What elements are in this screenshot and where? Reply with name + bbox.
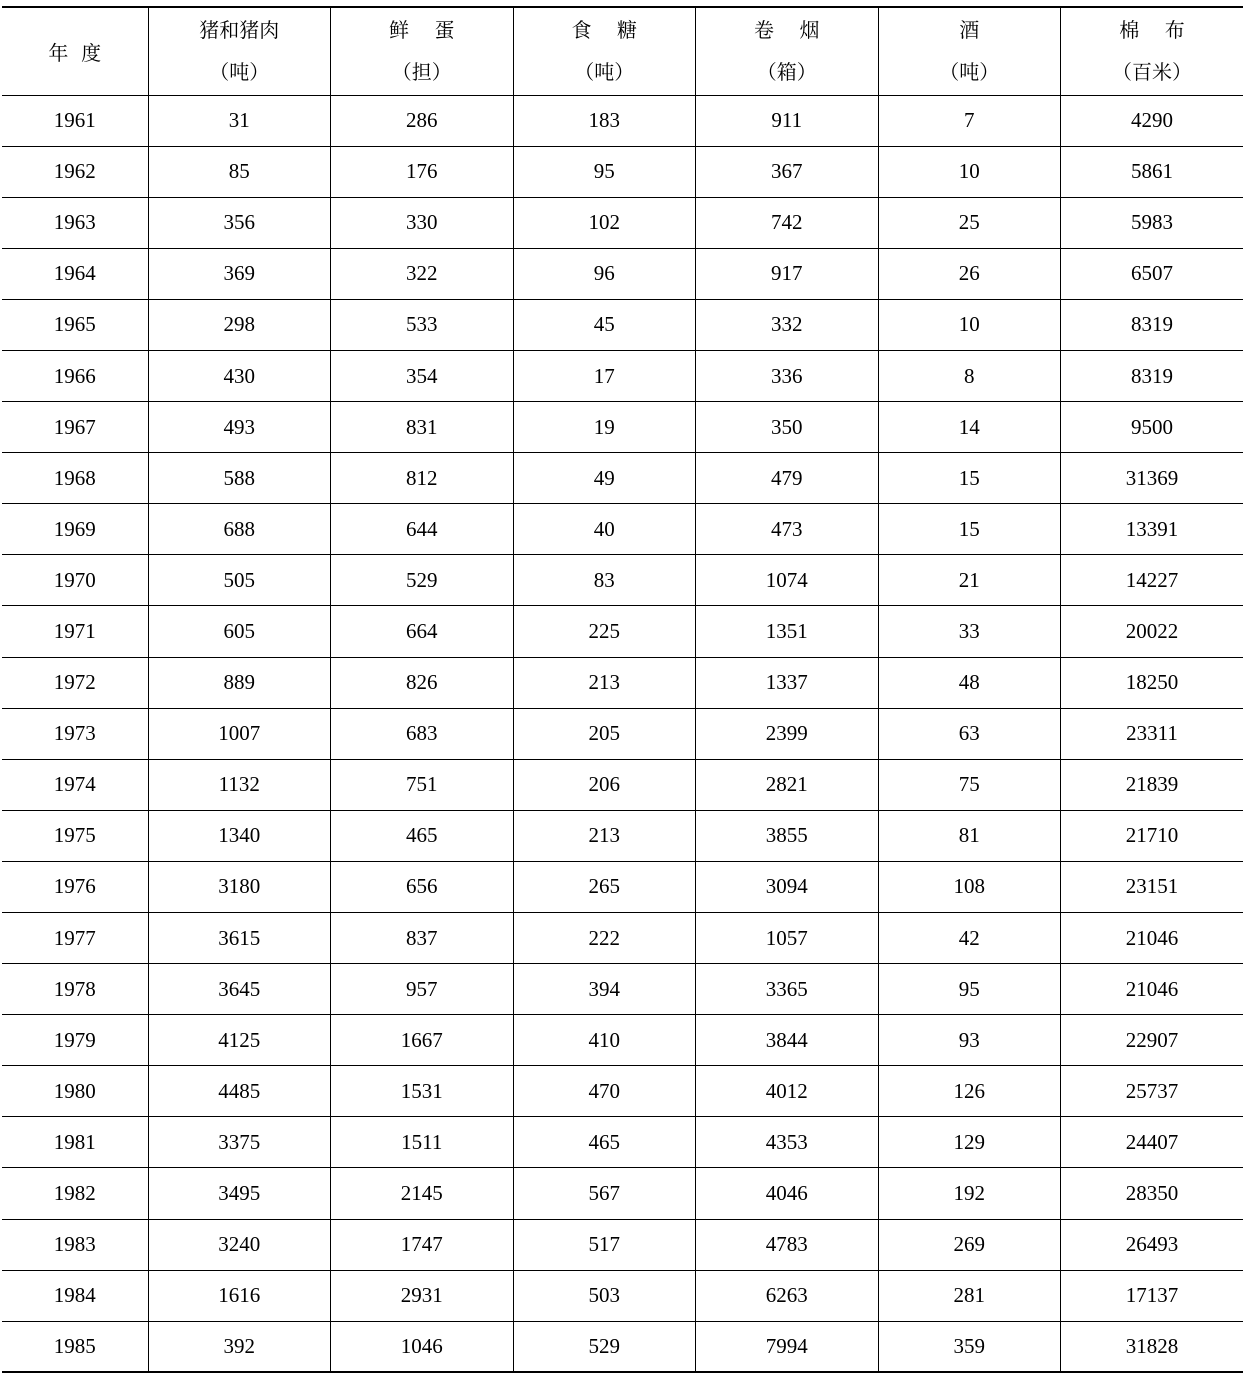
eggs-cell: 1531 — [331, 1066, 514, 1117]
cotton-cloth-cell: 21710 — [1061, 810, 1244, 861]
year-cell: 1977 — [2, 913, 148, 964]
table-row — [2, 810, 1243, 861]
pork-cell: 3240 — [148, 1219, 331, 1270]
sugar-cell: 206 — [513, 759, 696, 810]
year-cell: 1969 — [2, 504, 148, 555]
pork-cell: 493 — [148, 402, 331, 453]
eggs-cell: 831 — [331, 402, 514, 453]
cigarettes-cell: 1057 — [696, 913, 879, 964]
pork-cell: 3645 — [148, 964, 331, 1015]
year-header-label: 年 度 — [48, 40, 102, 65]
table-row — [2, 861, 1243, 912]
year-cell: 1982 — [2, 1168, 148, 1219]
sugar-cell: 96 — [513, 248, 696, 299]
cotton-cloth-cell: 28350 — [1061, 1168, 1244, 1219]
table-row — [2, 248, 1243, 299]
year-cell: 1974 — [2, 759, 148, 810]
liquor-cell: 93 — [878, 1015, 1061, 1066]
liquor-cell: 8 — [878, 350, 1061, 401]
pork-cell: 4485 — [148, 1066, 331, 1117]
pork-cell: 1007 — [148, 708, 331, 759]
pork-cell: 1132 — [148, 759, 331, 810]
cigarettes-cell: 4046 — [696, 1168, 879, 1219]
year-cell: 1985 — [53, 1334, 96, 1359]
sugar-cell: 410 — [513, 1015, 696, 1066]
eggs-cell: 1046 — [331, 1321, 514, 1372]
cigarettes-cell: 2399 — [696, 708, 879, 759]
eggs-cell: 529 — [331, 555, 514, 606]
cotton-cloth-cell: 20022 — [1061, 606, 1244, 657]
pork-cell: 356 — [148, 197, 331, 248]
table-row — [2, 964, 1243, 1015]
cigarettes-cell: 336 — [696, 350, 879, 401]
table-row — [2, 299, 1243, 350]
cotton-cloth-cell: 13391 — [1061, 504, 1244, 555]
liquor-cell: 126 — [878, 1066, 1061, 1117]
eggs-cell: 176 — [331, 146, 514, 197]
liquor-cell: 25 — [878, 197, 1061, 248]
cotton-cloth-cell: 6507 — [1061, 248, 1244, 299]
sugar-cell: 40 — [513, 504, 696, 555]
cigarettes-cell: 4353 — [696, 1117, 879, 1168]
year-cell: 1978 — [2, 964, 148, 1015]
cotton-cloth-cell: 14227 — [1061, 555, 1244, 606]
header-row — [2, 7, 1243, 95]
year-cell: 1963 — [2, 197, 148, 248]
table-row — [2, 657, 1243, 708]
cigarettes-cell: 3844 — [696, 1015, 879, 1066]
eggs-cell: 683 — [331, 708, 514, 759]
cigarettes-cell: 742 — [696, 197, 879, 248]
pork-cell: 369 — [148, 248, 331, 299]
column-unit: （吨） — [939, 60, 1000, 85]
cotton-cloth-cell: 4290 — [1061, 95, 1244, 146]
column-unit: （担） — [391, 60, 452, 85]
cotton-cloth-column-header — [1061, 7, 1244, 95]
year-cell: 1981 — [2, 1117, 148, 1168]
year-cell: 1968 — [2, 453, 148, 504]
sugar-cell: 567 — [513, 1168, 696, 1219]
year-cell: 1966 — [2, 350, 148, 401]
sugar-cell: 529 — [513, 1321, 696, 1372]
pork-cell: 4125 — [148, 1015, 331, 1066]
year-cell: 1972 — [2, 657, 148, 708]
cigarettes-cell: 4783 — [696, 1219, 879, 1270]
cigarettes-cell: 6263 — [696, 1270, 879, 1321]
eggs-cell: 465 — [331, 810, 514, 861]
liquor-cell: 81 — [878, 810, 1061, 861]
eggs-cell: 2145 — [331, 1168, 514, 1219]
eggs-cell: 812 — [331, 453, 514, 504]
sugar-cell: 470 — [513, 1066, 696, 1117]
column-name: 卷 烟 — [754, 18, 820, 43]
liquor-cell: 15 — [878, 504, 1061, 555]
eggs-cell: 751 — [331, 759, 514, 810]
table-row — [2, 453, 1243, 504]
table-row — [2, 1117, 1243, 1168]
year-cell: 1961 — [2, 95, 148, 146]
table-row — [2, 1168, 1243, 1219]
cotton-cloth-cell: 18250 — [1061, 657, 1244, 708]
liquor-cell: 129 — [878, 1117, 1061, 1168]
eggs-cell: 1747 — [331, 1219, 514, 1270]
pork-column-header — [148, 7, 331, 95]
table-row — [2, 146, 1243, 197]
table-row — [2, 504, 1243, 555]
cigarettes-cell: 1337 — [696, 657, 879, 708]
liquor-cell: 14 — [878, 402, 1061, 453]
liquor-cell: 281 — [878, 1270, 1061, 1321]
column-unit: （百米） — [1112, 60, 1192, 85]
sugar-cell: 205 — [513, 708, 696, 759]
cotton-cloth-cell: 31369 — [1061, 453, 1244, 504]
year-cell: 1984 — [2, 1270, 148, 1321]
table-row — [2, 1015, 1243, 1066]
liquor-cell: 75 — [878, 759, 1061, 810]
cotton-cloth-cell: 25737 — [1061, 1066, 1244, 1117]
liquor-cell: 269 — [878, 1219, 1061, 1270]
column-name: 猪和猪肉 — [199, 18, 280, 43]
eggs-cell: 2931 — [331, 1270, 514, 1321]
liquor-column-header — [878, 7, 1061, 95]
sugar-cell: 213 — [513, 657, 696, 708]
sugar-cell: 213 — [513, 810, 696, 861]
cotton-cloth-cell: 24407 — [1061, 1117, 1244, 1168]
eggs-cell: 354 — [331, 350, 514, 401]
cigarettes-cell: 4012 — [696, 1066, 879, 1117]
year-cell: 1970 — [2, 555, 148, 606]
eggs-cell: 644 — [331, 504, 514, 555]
column-name: 鲜 蛋 — [389, 18, 455, 43]
column-name: 食 糖 — [571, 18, 637, 43]
eggs-cell: 837 — [331, 913, 514, 964]
eggs-cell: 664 — [331, 606, 514, 657]
cotton-cloth-cell: 8319 — [1061, 350, 1244, 401]
pork-cell: 588 — [148, 453, 331, 504]
column-name: 棉 布 — [1119, 18, 1185, 43]
liquor-cell: 7 — [878, 95, 1061, 146]
cigarettes-column-header — [696, 7, 879, 95]
eggs-cell: 533 — [331, 299, 514, 350]
liquor-cell: 42 — [878, 913, 1061, 964]
liquor-cell: 95 — [878, 964, 1061, 1015]
liquor-cell: 10 — [878, 299, 1061, 350]
cotton-cloth-cell: 21046 — [1061, 964, 1244, 1015]
cotton-cloth-cell: 5983 — [1061, 197, 1244, 248]
cigarettes-cell: 911 — [696, 95, 879, 146]
cigarettes-cell: 3094 — [696, 861, 879, 912]
pork-cell: 31 — [148, 95, 331, 146]
table-row — [2, 913, 1243, 964]
table-row — [2, 402, 1243, 453]
table-row — [2, 1219, 1243, 1270]
liquor-cell: 10 — [878, 146, 1061, 197]
eggs-cell: 330 — [331, 197, 514, 248]
pork-cell: 298 — [148, 299, 331, 350]
liquor-cell: 26 — [878, 248, 1061, 299]
table-row — [2, 95, 1243, 146]
pork-cell: 1340 — [148, 810, 331, 861]
column-unit: （吨） — [209, 60, 270, 85]
cotton-cloth-cell: 31828 — [1061, 1321, 1244, 1372]
liquor-cell: 15 — [878, 453, 1061, 504]
eggs-cell: 1511 — [331, 1117, 514, 1168]
liquor-cell: 192 — [878, 1168, 1061, 1219]
sugar-cell: 517 — [513, 1219, 696, 1270]
year-column-header — [2, 7, 148, 95]
cotton-cloth-cell: 8319 — [1061, 299, 1244, 350]
liquor-cell: 48 — [878, 657, 1061, 708]
table-row — [2, 1321, 1243, 1372]
year-cell: 1980 — [2, 1066, 148, 1117]
cigarettes-cell: 350 — [696, 402, 879, 453]
eggs-cell: 286 — [331, 95, 514, 146]
sugar-cell: 503 — [513, 1270, 696, 1321]
cotton-cloth-cell: 23151 — [1061, 861, 1244, 912]
eggs-cell: 826 — [331, 657, 514, 708]
cigarettes-cell: 2821 — [696, 759, 879, 810]
sugar-cell: 183 — [513, 95, 696, 146]
eggs-cell: 957 — [331, 964, 514, 1015]
column-unit: （箱） — [756, 60, 817, 85]
sugar-cell: 45 — [513, 299, 696, 350]
cotton-cloth-cell: 17137 — [1061, 1270, 1244, 1321]
pork-cell: 3180 — [148, 861, 331, 912]
eggs-cell: 656 — [331, 861, 514, 912]
year-cell: 1964 — [2, 248, 148, 299]
eggs-cell: 1667 — [331, 1015, 514, 1066]
table-row — [2, 1270, 1243, 1321]
cotton-cloth-cell: 21839 — [1061, 759, 1244, 810]
column-unit: （吨） — [574, 60, 635, 85]
cigarettes-cell: 367 — [696, 146, 879, 197]
eggs-column-header — [331, 7, 514, 95]
liquor-cell: 33 — [878, 606, 1061, 657]
cotton-cloth-cell: 9500 — [1061, 402, 1244, 453]
cigarettes-cell: 1074 — [696, 555, 879, 606]
cigarettes-cell: 917 — [696, 248, 879, 299]
table-header — [2, 7, 1243, 95]
table-row — [2, 606, 1243, 657]
year-cell: 1962 — [2, 146, 148, 197]
liquor-cell: 359 — [878, 1321, 1061, 1372]
pork-cell: 3615 — [148, 913, 331, 964]
year-cell: 1967 — [2, 402, 148, 453]
column-name: 酒 — [959, 18, 980, 43]
table-row — [2, 555, 1243, 606]
cigarettes-cell: 3855 — [696, 810, 879, 861]
table-row — [2, 759, 1243, 810]
sugar-cell: 83 — [513, 555, 696, 606]
cigarettes-cell: 479 — [696, 453, 879, 504]
pork-cell: 3375 — [148, 1117, 331, 1168]
year-cell: 1975 — [2, 810, 148, 861]
year-cell: 1976 — [2, 861, 148, 912]
sugar-cell: 225 — [513, 606, 696, 657]
sugar-cell: 95 — [513, 146, 696, 197]
sugar-cell: 222 — [513, 913, 696, 964]
year-cell: 1979 — [2, 1015, 148, 1066]
table-row — [2, 350, 1243, 401]
cotton-cloth-cell: 21046 — [1061, 913, 1244, 964]
pork-cell: 430 — [148, 350, 331, 401]
pork-cell: 3495 — [148, 1168, 331, 1219]
sugar-cell: 465 — [513, 1117, 696, 1168]
pork-cell: 889 — [148, 657, 331, 708]
sugar-cell: 102 — [513, 197, 696, 248]
table-row — [2, 197, 1243, 248]
sugar-cell: 19 — [513, 402, 696, 453]
pork-cell: 392 — [148, 1321, 331, 1372]
eggs-cell: 322 — [331, 248, 514, 299]
liquor-cell: 63 — [878, 708, 1061, 759]
pork-cell: 605 — [148, 606, 331, 657]
cigarettes-cell: 332 — [696, 299, 879, 350]
year-cell: 1971 — [2, 606, 148, 657]
sugar-cell: 265 — [513, 861, 696, 912]
supply-statistics-table — [2, 6, 1243, 1373]
pork-cell: 85 — [148, 146, 331, 197]
cigarettes-cell: 3365 — [696, 964, 879, 1015]
pork-cell: 688 — [148, 504, 331, 555]
liquor-cell: 108 — [878, 861, 1061, 912]
sugar-cell: 49 — [513, 453, 696, 504]
sugar-cell: 17 — [513, 350, 696, 401]
year-cell: 1965 — [2, 299, 148, 350]
cigarettes-cell: 7994 — [696, 1321, 879, 1372]
year-cell: 1973 — [2, 708, 148, 759]
sugar-column-header — [513, 7, 696, 95]
liquor-cell: 21 — [878, 555, 1061, 606]
sugar-cell: 394 — [513, 964, 696, 1015]
cigarettes-cell: 1351 — [696, 606, 879, 657]
table-body — [2, 95, 1243, 1372]
cotton-cloth-cell: 23311 — [1061, 708, 1244, 759]
pork-cell: 505 — [148, 555, 331, 606]
pork-cell: 1616 — [148, 1270, 331, 1321]
cotton-cloth-cell: 5861 — [1061, 146, 1244, 197]
table-row — [2, 1066, 1243, 1117]
cotton-cloth-cell: 22907 — [1061, 1015, 1244, 1066]
table-row — [2, 708, 1243, 759]
cotton-cloth-cell: 26493 — [1061, 1219, 1244, 1270]
year-cell: 1983 — [2, 1219, 148, 1270]
cigarettes-cell: 473 — [696, 504, 879, 555]
